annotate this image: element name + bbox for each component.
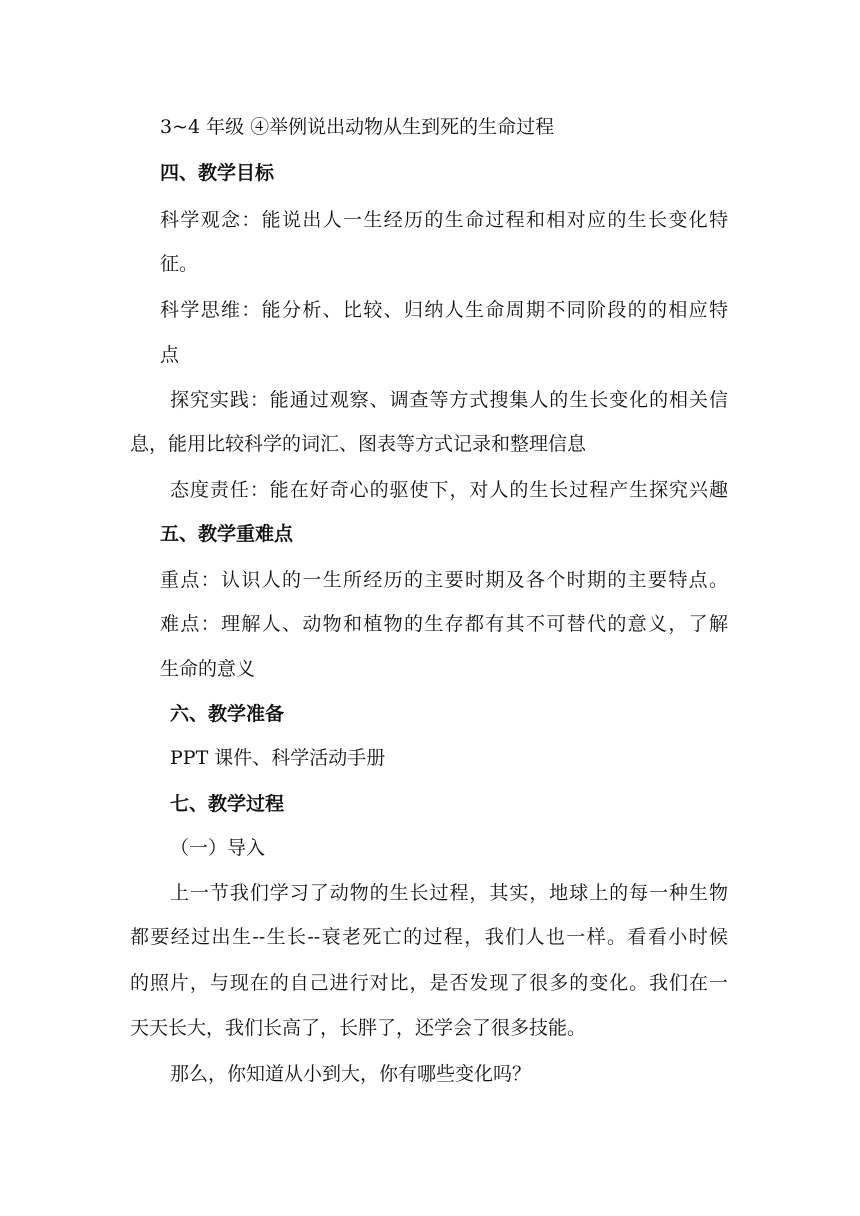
section-heading-key-difficult-points: 五、教学重难点 (160, 523, 294, 545)
intro-paragraph-line-2: 都要经过出生--生长--衰老死亡的过程，我们人也一样。看看小时候 (130, 926, 728, 948)
difficult-point-cont: 生命的意义 (160, 658, 256, 680)
goal-inquiry-practice: 探究实践：能通过观察、调查等方式搜集人的生长变化的相关信 (170, 389, 728, 411)
difficult-point: 难点：理解人、动物和植物的生存都有其不可替代的意义，了解 (160, 613, 728, 635)
goal-science-thinking-cont: 点 (160, 344, 180, 366)
goal-science-thinking: 科学思维：能分析、比较、归纳人生命周期不同阶段的的相应特 (160, 299, 728, 321)
section-heading-teaching-preparation: 六、教学准备 (170, 703, 285, 725)
goal-inquiry-practice-cont: 息，能用比较科学的词汇、图表等方式记录和整理信息 (130, 433, 587, 455)
preparation-materials: PPT 课件、科学活动手册 (170, 747, 386, 769)
intro-paragraph-line-3: 的照片，与现在的自己进行对比，是否发现了很多的变化。我们在一 (130, 972, 728, 994)
key-point: 重点：认识人的一生所经历的主要时期及各个时期的主要特点。 (160, 569, 728, 591)
goal-attitude-responsibility: 态度责任：能在好奇心的驱使下，对人的生长过程产生探究兴趣 (170, 479, 728, 501)
subsection-heading-introduction: （一）导入 (170, 837, 266, 859)
goal-science-concept-cont: 征。 (160, 253, 199, 275)
goal-science-concept: 科学观念：能说出人一生经历的生命过程和相对应的生长变化特 (160, 209, 728, 231)
intro-paragraph-line-4: 天天长大，我们长高了，长胖了，还学会了很多技能。 (130, 1017, 587, 1039)
grade-requirement-line: 3~4 年级 ④举例说出动物从生到死的生命过程 (160, 116, 555, 138)
section-heading-teaching-process: 七、教学过程 (170, 793, 285, 815)
intro-question: 那么，你知道从小到大，你有哪些变化吗？ (170, 1063, 532, 1085)
intro-paragraph-line-1: 上一节我们学习了动物的生长过程，其实，地球上的每一种生物 (170, 882, 728, 904)
section-heading-teaching-goals: 四、教学目标 (160, 162, 275, 184)
